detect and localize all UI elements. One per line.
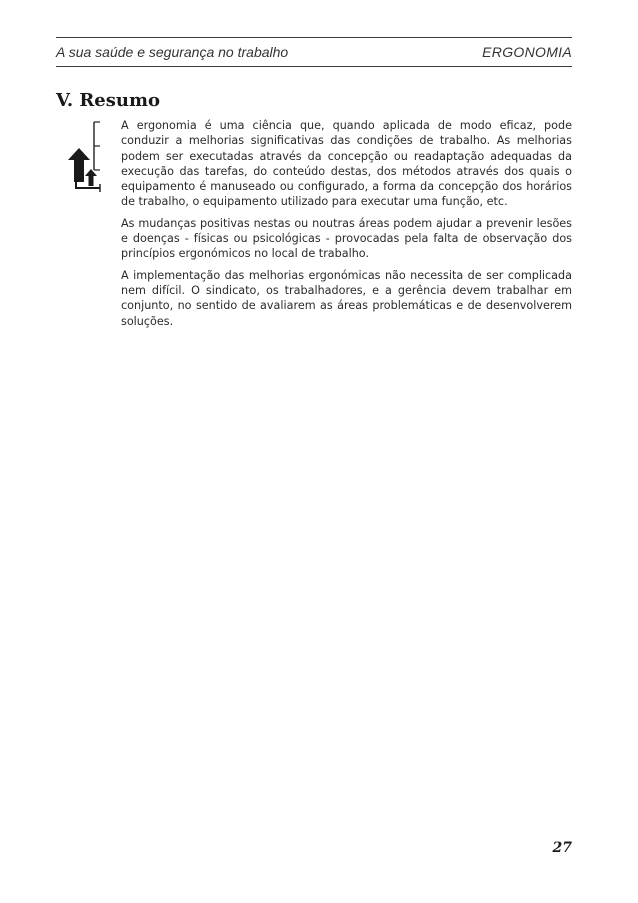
ergonomic-arrows-icon [64, 120, 110, 200]
section-title: V. Resumo [56, 90, 161, 111]
header-bottom-rule [56, 66, 572, 67]
running-header-section: ERGONOMIA [482, 44, 572, 60]
body-paragraph-3: A implementação das melhorias ergonómicas não necessita de ser complicada nem difícil. O sindicato, os trabalhadores, e a gerência devem trabalhar em conjunto, no sentido de avaliarem as áreas problemáticas e de desenvolverem soluções. [121, 268, 572, 328]
header-top-rule [56, 37, 572, 38]
page-number: 27 [552, 840, 572, 856]
body-paragraph-2: As mudanças positivas nestas ou noutras áreas podem ajudar a prevenir lesões e doenças - físicas ou psicológicas - provocadas pela falta de observação dos princípios ergonómicos no local de trabalho. [121, 216, 572, 261]
section-body [121, 118, 572, 335]
running-header-title: A sua saúde e segurança no trabalho [56, 44, 289, 60]
body-paragraph-1: A ergonomia é uma ciência que, quando aplicada de modo eficaz, pode conduzir a melhorias significativas das condições de trabalho. As melhorias podem ser executadas através da concepção ou readaptação adequadas da execução das tarefas, do conteúdo destas, dos métodos através dos quais o equipamento é manuseado ou configurado, a forma da concepção dos horários de trabalho, o equipamento utilizado para executar uma função, etc. [121, 119, 572, 209]
